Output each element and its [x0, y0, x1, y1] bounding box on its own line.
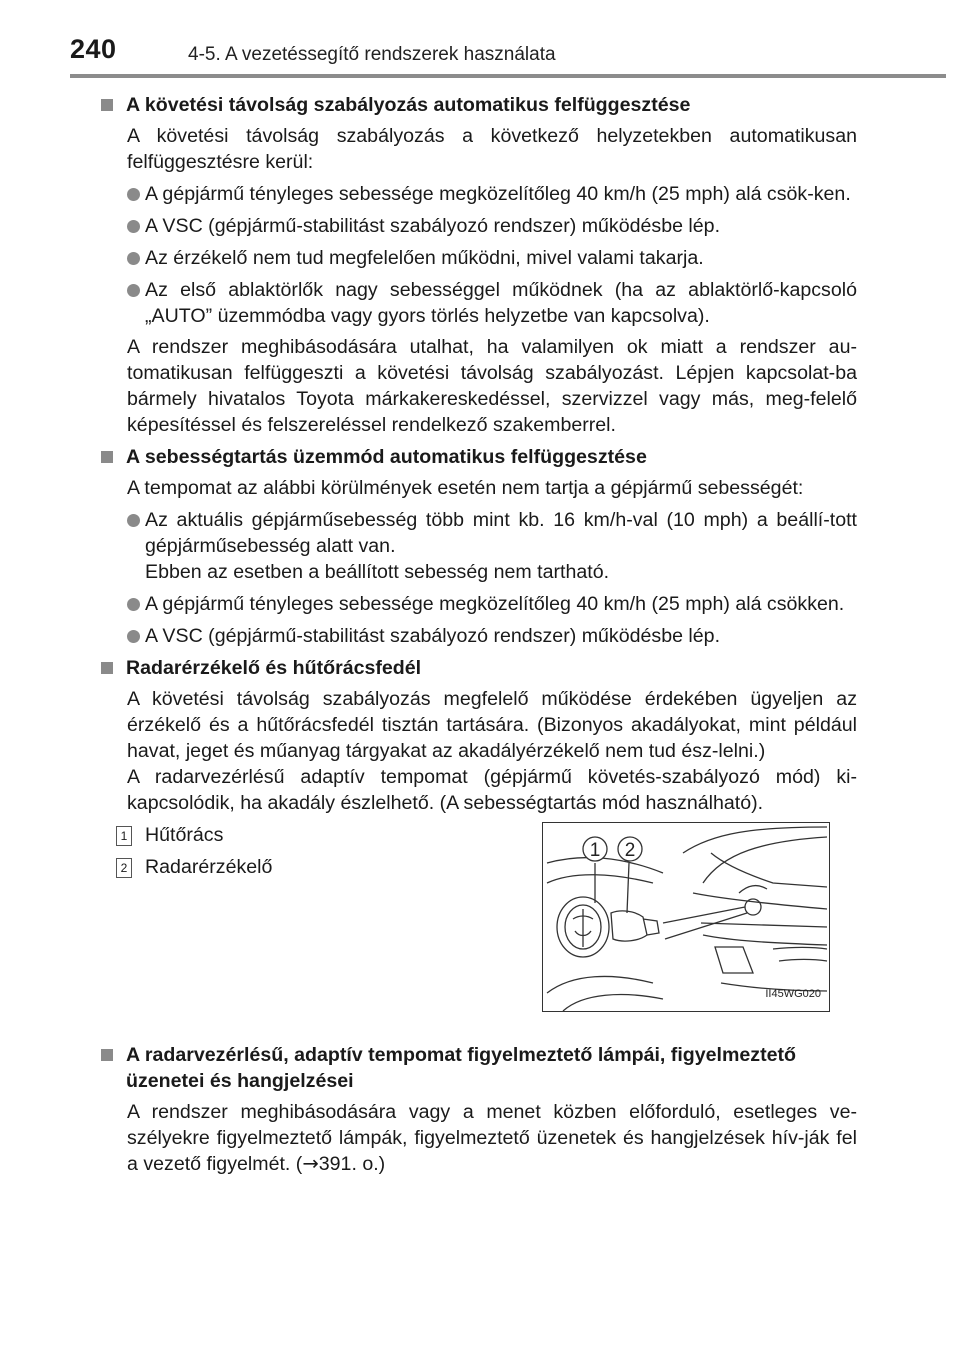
circle-bullet-icon [127, 220, 140, 233]
list-item [100, 181, 857, 207]
list-item-text: A VSC (gépjármű-stabilitást szabályozó rendszer) működésbe lép. [145, 625, 721, 647]
circle-bullet-icon [127, 252, 140, 265]
square-bullet-icon [101, 99, 113, 111]
callout-2: 2 [624, 840, 636, 861]
figure-code: II45WG020 [765, 988, 821, 1000]
list-item [100, 245, 857, 271]
section-heading [100, 92, 857, 118]
circle-bullet-icon [127, 598, 140, 611]
paragraph [100, 1099, 857, 1177]
circle-bullet-icon [127, 188, 140, 201]
legend-item [110, 854, 272, 886]
figure-area [100, 822, 857, 1036]
list-item [100, 213, 857, 239]
header-divider [70, 74, 946, 78]
legend-number: 2 [116, 858, 132, 878]
section-speed-control-suspension [100, 444, 857, 649]
section-radar-sensor [100, 655, 857, 1036]
figure-legend [110, 822, 272, 886]
arrow-right-icon: → [302, 1152, 319, 1175]
list-item-text: Az érzékelő nem tud megfelelően működni, mivel valami takarja. [145, 247, 704, 269]
list-item [100, 623, 857, 649]
list-item-text: A gépjármű tényleges sebessége megközelítőleg 40 km/h (25 mph) alá csök-ken. [145, 183, 851, 205]
page-number: 240 [70, 34, 117, 64]
paragraph: A követési távolság szabályozás a következő helyzetekben automatikusan felfüggesztésre kerül: [127, 125, 857, 173]
radar-sensor-illustration [542, 822, 830, 1012]
legend-number: 1 [116, 826, 132, 846]
list-item-text: Az első ablaktörlők nagy sebességgel működnek (ha az ablaktörlő-kapcsoló „AUTO” üzemmódba vagy gyors törlés helyzetbe van kapcsolva). [145, 279, 857, 327]
chapter-title: 4-5. A vezetéssegítő rendszerek használata [188, 44, 556, 65]
section-heading [100, 1042, 857, 1094]
legend-label: Radarérzékelő [145, 856, 273, 878]
list-item [100, 277, 857, 329]
legend-item [110, 822, 272, 854]
paragraph-text: A rendszer meghibásodására vagy a menet közben előforduló, esetleges ve-szélyekre figyelmeztető lámpák, figyelmeztető üzenetek és hangjelzések hív-ják fel a vezető figyelmét. ( [127, 1101, 857, 1175]
paragraph: A rendszer meghibásodására utalhat, ha valamilyen ok miatt a rendszer au-tomatikusan felfüggeszti a követési távolság szabályozást. Lépjen kapcsolat-ba bármely hivatalos Toyota márkakereskedéssel, szervizzel vagy más, meg-felelő képesítéssel és felszereléssel rendelkező szakemberrel. [127, 336, 857, 436]
list-item-text: Az aktuális gépjárműsebesség több mint kb. 16 km/h-val (10 mph) a beállí-tott gépjárműsebesség alatt van. [145, 509, 857, 557]
circle-bullet-icon [127, 514, 140, 527]
page-content [100, 90, 857, 1183]
list-item-text: A VSC (gépjármű-stabilitást szabályozó rendszer) működésbe lép. [145, 215, 721, 237]
list-item-note: Ebben az esetben a beállított sebesség nem tartható. [145, 561, 610, 583]
section-follow-distance-suspension [100, 92, 857, 438]
section-title: A radarvezérlésű, adaptív tempomat figyelmeztető lámpái, figyelmeztető üzenetei és hangjelzései [126, 1044, 797, 1092]
list-item-text: A gépjármű tényleges sebessége megközelítőleg 40 km/h (25 mph) alá csökken. [145, 593, 845, 615]
list-item [100, 591, 857, 617]
square-bullet-icon [101, 1049, 113, 1061]
section-title: A követési távolság szabályozás automatikus felfüggesztése [126, 94, 691, 116]
square-bullet-icon [101, 662, 113, 674]
paragraph: A tempomat az alábbi körülmények esetén nem tartja a gépjármű sebességét: [127, 477, 804, 499]
section-title: A sebességtartás üzemmód automatikus felfüggesztése [126, 446, 647, 468]
section-heading [100, 655, 857, 681]
section-warning-lights [100, 1042, 857, 1177]
square-bullet-icon [101, 451, 113, 463]
paragraph: A radarvezérlésű adaptív tempomat (gépjármű követés-szabályozó mód) ki-kapcsolódik, ha akadály észlelhető. (A sebességtartás mód használható). [127, 766, 857, 814]
circle-bullet-icon [127, 630, 140, 643]
section-title: Radarérzékelő és hűtőrácsfedél [126, 657, 422, 679]
legend-label: Hűtőrács [145, 824, 224, 846]
callout-1: 1 [589, 840, 601, 861]
page-header [0, 0, 960, 80]
list-item [100, 507, 857, 585]
circle-bullet-icon [127, 284, 140, 297]
paragraph: A követési távolság szabályozás megfelelő működése érdekében ügyeljen az érzékelő és a hűtőrácsfedél tisztán tartására. (Bizonyos akadályokat, mint például havat, jeget és műanyag tárgyakat az akadályérzékelő nem tud ész-lelni.) [127, 688, 857, 762]
page-reference: 391. o.) [318, 1153, 386, 1175]
section-heading [100, 444, 857, 470]
